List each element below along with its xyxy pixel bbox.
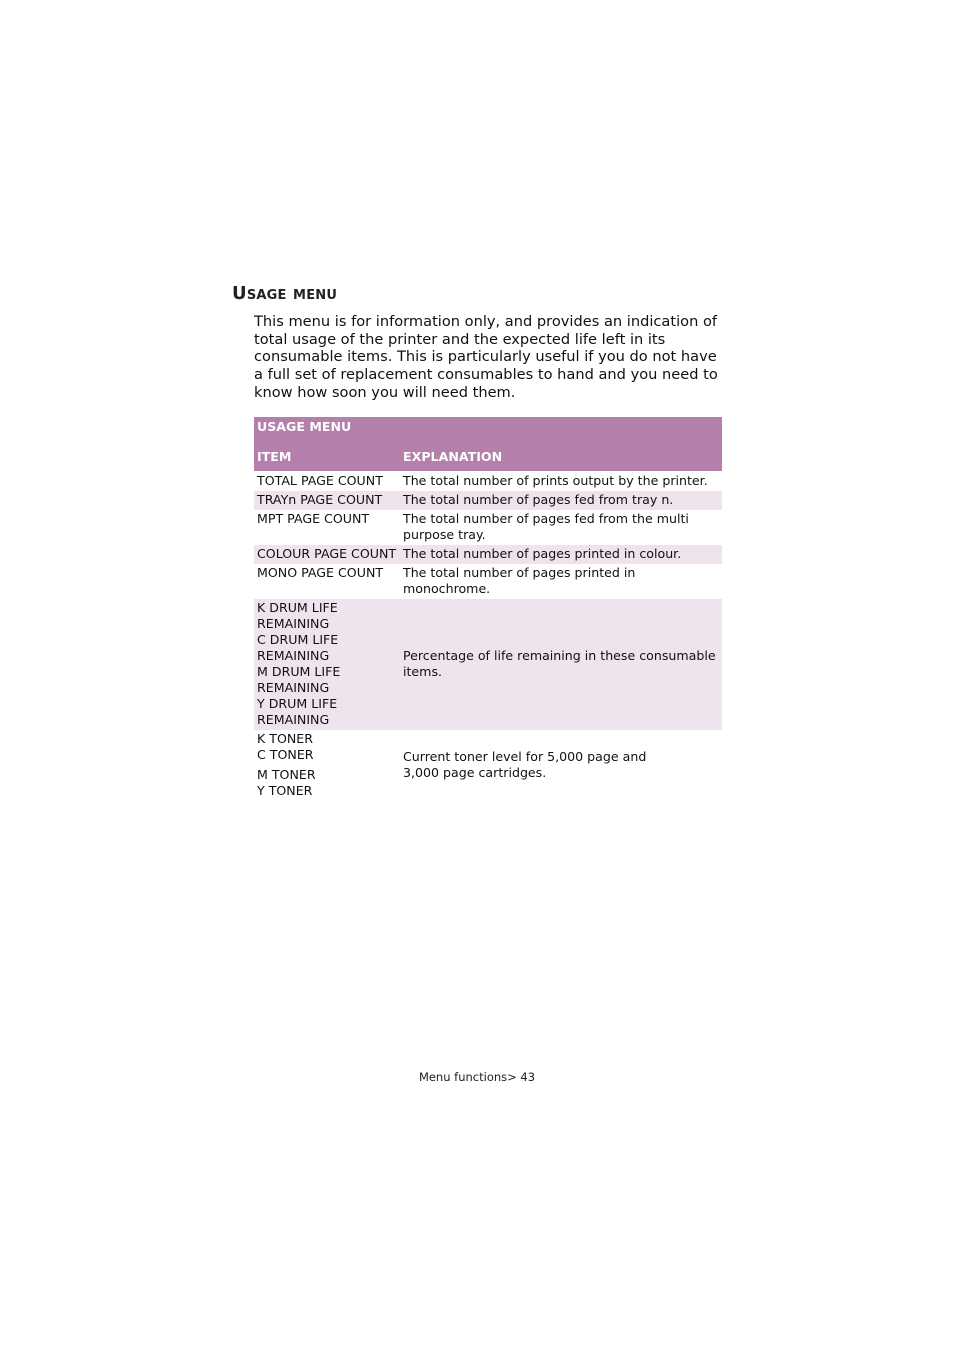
intro-paragraph: This menu is for information only, and provides an indication of total usage of the printer and the expected life left in its consumable items. This is particularly useful if you do not have a full set of replacement consumables to hand and you need to know how soon you will need them. [254,313,718,401]
row-explanation: The total number of pages fed from tray n. [403,492,674,507]
table-row [254,510,722,545]
toner-explanation [400,730,722,801]
toner-explanation-line-1: Current toner level for 5,000 page and [403,749,647,764]
table-row [254,545,722,564]
drum-item-k: K DRUM LIFE REMAINING [257,600,338,631]
row-explanation: The total number of pages fed from the multi purpose tray. [403,511,689,542]
drum-items [254,599,400,730]
table-header-row [254,441,722,471]
table-row [254,491,722,510]
toner-item-c: C TONER [257,747,314,762]
column-header-explanation: EXPLANATION [403,449,503,464]
toner-item-m: M TONER [257,767,316,782]
row-item: TRAYn PAGE COUNT [257,492,383,507]
drum-item-y: Y DRUM LIFE REMAINING [257,696,338,727]
column-header-item: ITEM [257,449,292,464]
toner-item-y: Y TONER [257,783,313,798]
row-item: MPT PAGE COUNT [257,511,370,526]
drum-item-c: C DRUM LIFE REMAINING [257,632,339,663]
row-explanation: The total number of pages printed in monochrome. [403,565,636,596]
usage-menu-table [254,417,722,801]
row-explanation: The total number of prints output by the printer. [403,473,708,488]
row-item: TOTAL PAGE COUNT [257,473,383,488]
row-item: COLOUR PAGE COUNT [257,546,397,561]
table-row-drum-life [254,599,722,730]
drum-explanation: Percentage of life remaining in these consumable items. [403,648,716,679]
row-item: MONO PAGE COUNT [257,565,384,580]
page-footer: Menu functions> 43 [418,1070,536,1084]
row-explanation: The total number of pages printed in colour. [403,546,682,561]
toner-items [254,730,400,801]
table-title-row [254,417,722,441]
toner-explanation-line-2: 3,000 page cartridges. [403,765,547,780]
table-title: USAGE MENU [257,419,352,434]
table-row [254,564,722,599]
toner-item-k: K TONER [257,731,313,746]
table-row [254,471,722,491]
section-heading: Usage menu [232,283,338,304]
drum-item-m: M DRUM LIFE REMAINING [257,664,341,695]
table-row-toner [254,730,722,801]
